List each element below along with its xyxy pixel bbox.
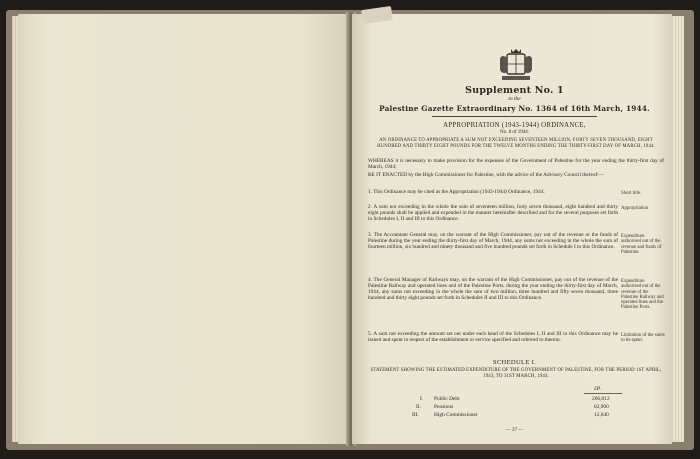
whereas-clause: WHEREAS it is necessary to make provision for the expenses of the Government of Palestine for the year ending the thirty-first day of March, 1944; bbox=[368, 158, 664, 170]
margin-note-4: Expenditure authorised out of the revenue of the Palestine Railway and operated lines and the Palestine Ports. bbox=[621, 279, 664, 311]
page-number: — 37 — bbox=[505, 428, 524, 433]
currency-label: £P. bbox=[594, 386, 601, 392]
margin-note-3: Expenditure authorised out of the revenue and funds of Palestine. bbox=[621, 234, 662, 255]
schedule-row-amount: 82,900 bbox=[594, 404, 609, 410]
left-blank-page bbox=[18, 14, 350, 444]
supplement-title: Supplement No. 1 bbox=[465, 85, 564, 96]
margin-note-5: Limitation of the sums to be spent. bbox=[621, 333, 665, 344]
long-title: AN ORDINANCE TO APPROPRIATE A SUM NOT EXCEEDING SEVENTEEN MILLION, FORTY SEVEN THOUSAND, EIGHT HUNDRED AND THIRTY EIGHT POUNDS FOR THE TWELVE MONTHS ENDING THE THIRTY-FIRST DAY OF MARCH, 1944. bbox=[377, 138, 655, 149]
section-3: 3. The Accountant General may, on the warrant of the High Commissioner, pay out of the revenue or the funds of Palestine during the year ending the thirty-first day of March, 1944, any sums not exceeding in the whole the sum of fourteen million, six hundred and ninety thousand and five hundred pounds set forth in Schedule I to this Ordinance. bbox=[368, 232, 618, 250]
gazette-line: Palestine Gazette Extraordinary No. 1364 of 16th March, 1944. bbox=[379, 104, 650, 113]
margin-note-2: Appropriation bbox=[621, 206, 649, 211]
supplement-to-the: to the bbox=[508, 96, 521, 102]
ordinance-title: APPROPRIATION (1943-1944) ORDINANCE, bbox=[443, 122, 586, 129]
currency-rule bbox=[584, 393, 622, 394]
royal-coat-of-arms-icon bbox=[496, 48, 536, 82]
right-page-edges bbox=[672, 16, 684, 442]
schedule-row-label: High Commissioner bbox=[434, 412, 478, 418]
schedule-row-amount: 206,812 bbox=[592, 396, 610, 402]
title-rule bbox=[432, 116, 597, 117]
schedule-row-label: Public Debt bbox=[434, 396, 460, 402]
schedule-row-num: III. bbox=[412, 412, 419, 418]
schedule-row-amount: 12,640 bbox=[594, 412, 609, 418]
section-2: 2. A sum not exceeding in the whole the sum of seventeen million, forty seven thousand, eight hundred and thirty eight pounds shall be applied and expended in the manner hereinafter described and for the several purposes set forth in Schedules I, II and III to this Ordinance. bbox=[368, 204, 618, 222]
schedule-title: SCHEDULE I. bbox=[492, 359, 537, 366]
section-4: 4. The General Manager of Railways may, on the warrant of the High Commissioner, pay out of the revenue of the Palestine Railway and operated lines and of the Palestine Ports, during the year ending the thirty-first day of March, 1944, any sums not exceeding in the whole the sum of two million, three hundred and fifty seven thousand, three hundred and thirty eight pounds set forth in Schedules II and III to this Ordinance. bbox=[368, 277, 618, 301]
schedule-heading: STATEMENT SHOWING THE ESTIMATED EXPENDITURE OF THE GOVERNMENT OF PALESTINE, FOR THE PERIOD 1ST APRIL, 1943, TO 31ST MARCH, 1944. bbox=[370, 368, 662, 379]
margin-note-1: Short title. bbox=[621, 191, 642, 196]
schedule-row-num: II. bbox=[416, 404, 421, 410]
page-content bbox=[362, 14, 667, 444]
schedule-row-label: Pensions bbox=[434, 404, 454, 410]
ordinance-number: No. 8 of 1944. bbox=[499, 130, 530, 135]
section-5: 5. A sum not exceeding the amount set out under each head of the Schedules I, II and III to this Ordinance may be issued and spent in respect of the establishment or service specified and referred to therein. bbox=[368, 331, 618, 343]
section-1: 1. This Ordinance may be cited as the Appropriation (1943-1944) Ordinance, 1944. bbox=[368, 189, 545, 195]
enacting-clause: BE IT ENACTED by the High Commissioner for Palestine, with the advice of the Advisory Council thereof:— bbox=[368, 172, 605, 178]
schedule-row-num: I. bbox=[420, 396, 424, 402]
